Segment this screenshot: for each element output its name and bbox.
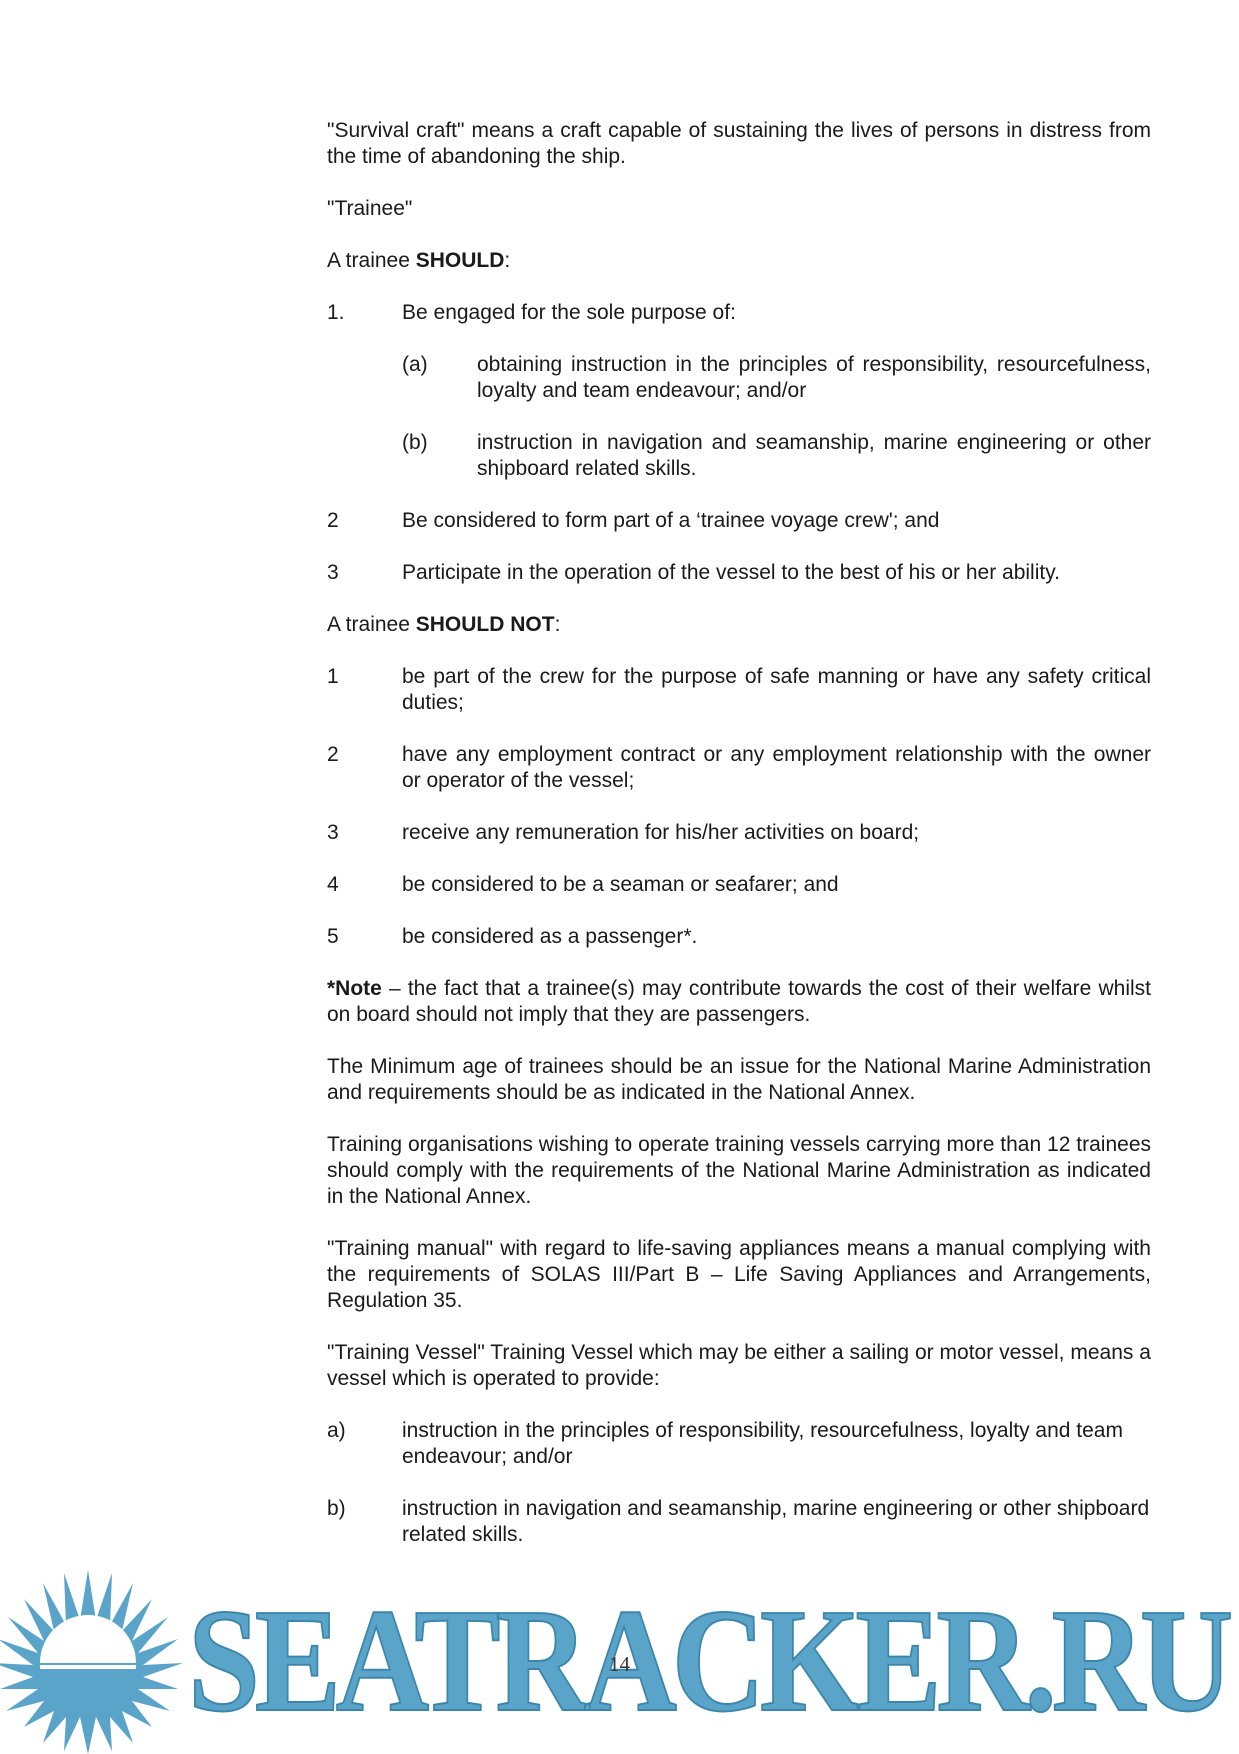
should-not-item [327, 872, 1151, 898]
subitem-text: obtaining instruction in the principles of responsibility, resourcefulness, loyalty and team endeavour; and/or [477, 353, 1151, 402]
should-subitem [402, 430, 1151, 482]
subitem-number: (a) [402, 353, 428, 376]
item-number: a) [327, 1419, 346, 1442]
vessel-item [327, 1496, 1151, 1548]
page-number: 14 [609, 1652, 630, 1676]
training-organisations-paragraph: Training organisations wishing to operate training vessels carrying more than 12 trainees should comply with the requirements of the National Marine Administration as indicated in the National Annex. [327, 1133, 1151, 1208]
item-text: instruction in the principles of responsibility, resourcefulness, loyalty and team endeavour; and/or [402, 1419, 1123, 1468]
minimum-age-paragraph: The Minimum age of trainees should be an issue for the National Marine Administration and requirements should be as indicated in the National Annex. [327, 1055, 1151, 1104]
subitem-text: instruction in navigation and seamanship, marine engineering or other shipboard related skills. [477, 431, 1151, 480]
item-number: b) [327, 1497, 346, 1520]
survival-craft-definition: "Survival craft" means a craft capable of sustaining the lives of persons in distress from the time of abandoning the ship. [327, 119, 1151, 168]
item-text: instruction in navigation and seamanship, marine engineering or other shipboard related skills. [402, 1497, 1150, 1546]
should-not-intro: A trainee SHOULD NOT: [327, 613, 561, 636]
should-item [327, 560, 1151, 586]
item-number: 1 [327, 665, 339, 688]
item-text: Be engaged for the sole purpose of: [402, 301, 736, 324]
item-number: 4 [327, 873, 339, 896]
item-number: 3 [327, 821, 339, 844]
document-body [327, 118, 1151, 1574]
item-number: 5 [327, 925, 339, 948]
subitem-number: (b) [402, 431, 428, 454]
should-subitem [402, 352, 1151, 404]
should-not-item [327, 664, 1151, 716]
item-number: 2 [327, 743, 339, 766]
training-vessel-definition: "Training Vessel" Training Vessel which may be either a sailing or motor vessel, means a vessel which is operated to provide: [327, 1341, 1151, 1390]
should-intro: A trainee SHOULD: [327, 249, 511, 272]
item-number: 3 [327, 561, 339, 584]
should-item [327, 508, 1151, 534]
item-text: receive any remuneration for his/her activities on board; [402, 821, 920, 844]
item-text: be considered to be a seaman or seafarer; and [402, 873, 839, 896]
trainee-heading: "Trainee" [327, 197, 413, 220]
should-not-item [327, 820, 1151, 846]
item-number: 2 [327, 509, 339, 532]
item-text: Participate in the operation of the vessel to the best of his or her ability. [402, 561, 1060, 584]
passenger-note: *Note – the fact that a trainee(s) may contribute towards the cost of their welfare whilst on board should not imply that they are passengers. [327, 977, 1151, 1026]
should-not-item [327, 924, 1151, 950]
vessel-item [327, 1418, 1151, 1470]
item-text: be considered as a passenger*. [402, 925, 698, 948]
item-text: Be considered to form part of a ‘trainee voyage crew'; and [402, 509, 940, 532]
watermark-text: SEATRACKER.RU [188, 1579, 1231, 1743]
item-text: have any employment contract or any employment relationship with the owner or operator of the vessel; [402, 743, 1151, 792]
should-not-item [327, 742, 1151, 794]
should-item [327, 300, 1151, 326]
item-text: be part of the crew for the purpose of safe manning or have any safety critical duties; [402, 665, 1151, 714]
item-number: 1. [327, 301, 345, 324]
training-manual-definition: "Training manual" with regard to life-saving appliances means a manual complying with the requirements of SOLAS III/Part B – Life Saving Appliances and Arrangements, Regulation 35. [327, 1237, 1151, 1312]
